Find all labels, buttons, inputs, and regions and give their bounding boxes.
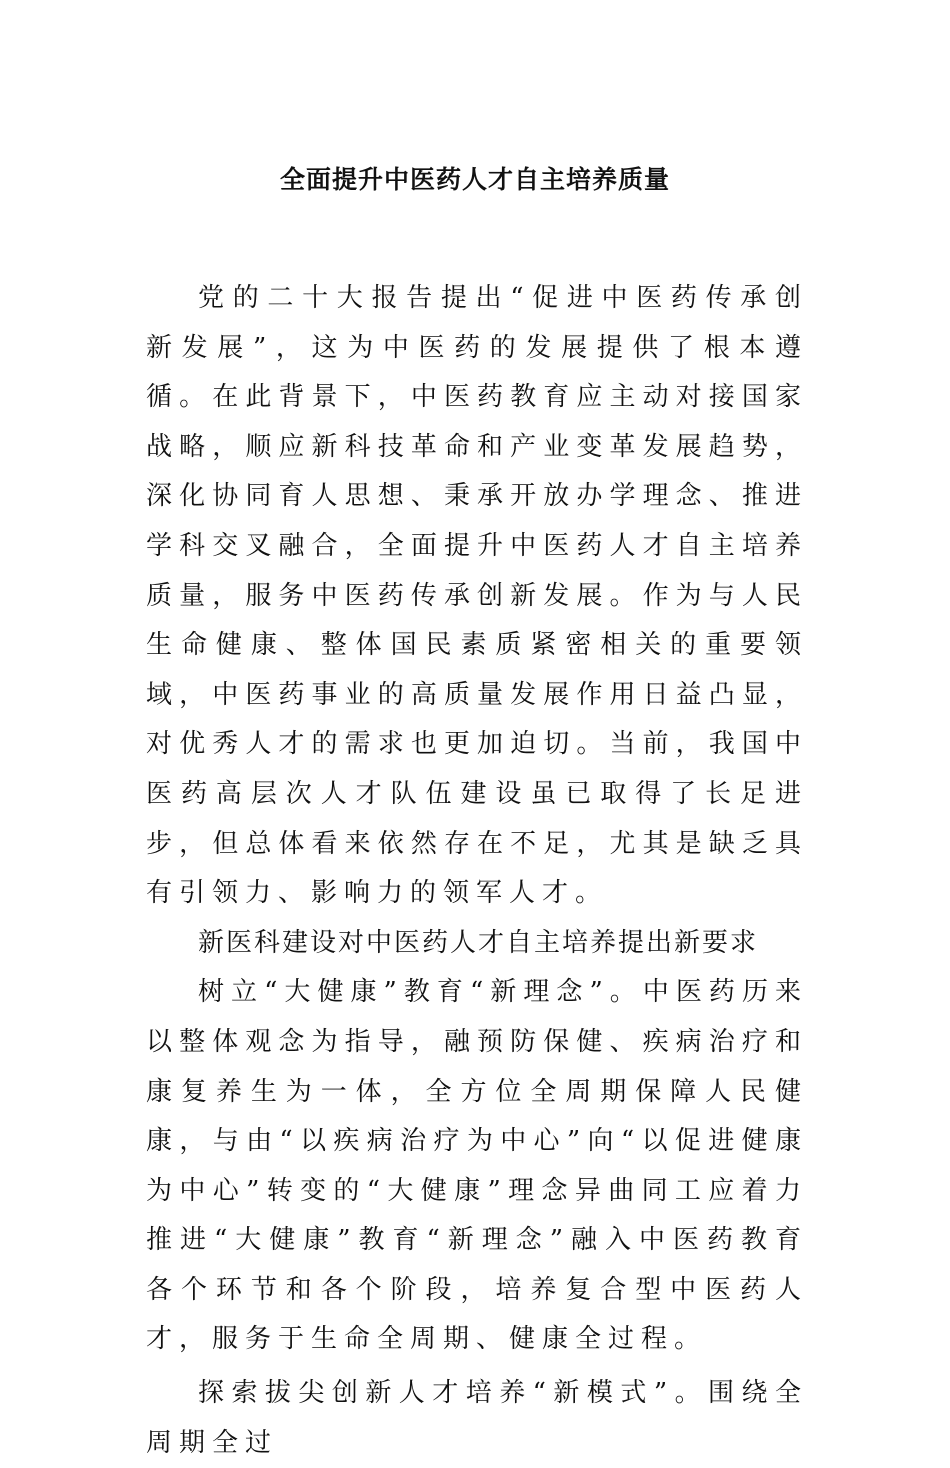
- paragraph-health-concept: 树立“大健康”教育“新理念”。中医药历来以整体观念为指导，融预防保健、疾病治疗和康复养生为一体，全方位全周期保障人民健康，与由“以疾病治疗为中心”向“以促进健康为中心”转变的“大健康”理念异曲同工应着力推进“大健康”教育“新理念”融入中医药教育各个环节和各个阶段，培养复合型中医药人才，服务于生命全周期、健康全过程。: [146, 977, 808, 1355]
- paragraph-intro: 党的二十大报告提出“促进中医药传承创新发展”，这为中医药的发展提供了根本遵循。在此背景下，中医药教育应主动对接国家战略，顺应新科技革命和产业变革发展趋势，深化协同育人思想、秉承开放办学理念、推进学科交叉融合，全面提升中医药人才自主培养质量，服务中医药传承创新发展。作为与人民生命健康、整体国民素质紧密相关的重要领域，中医药事业的高质量发展作用日益凸显，对优秀人才的需求也更加迫切。当前，我国中医药高层次人才队伍建设虽已取得了长足进步，但总体看来依然存在不足，尤其是缺乏具有引领力、影响力的领军人才。: [146, 283, 808, 909]
- document-body: [146, 274, 808, 1468]
- document-title: 全面提升中医药人才自主培养质量: [279, 165, 670, 194]
- paragraph-talent-model: 探索拔尖创新人才培养“新模式”。围绕全周期全过: [146, 1378, 808, 1458]
- section-heading: 新医科建设对中医药人才自主培养提出新要求: [198, 927, 759, 958]
